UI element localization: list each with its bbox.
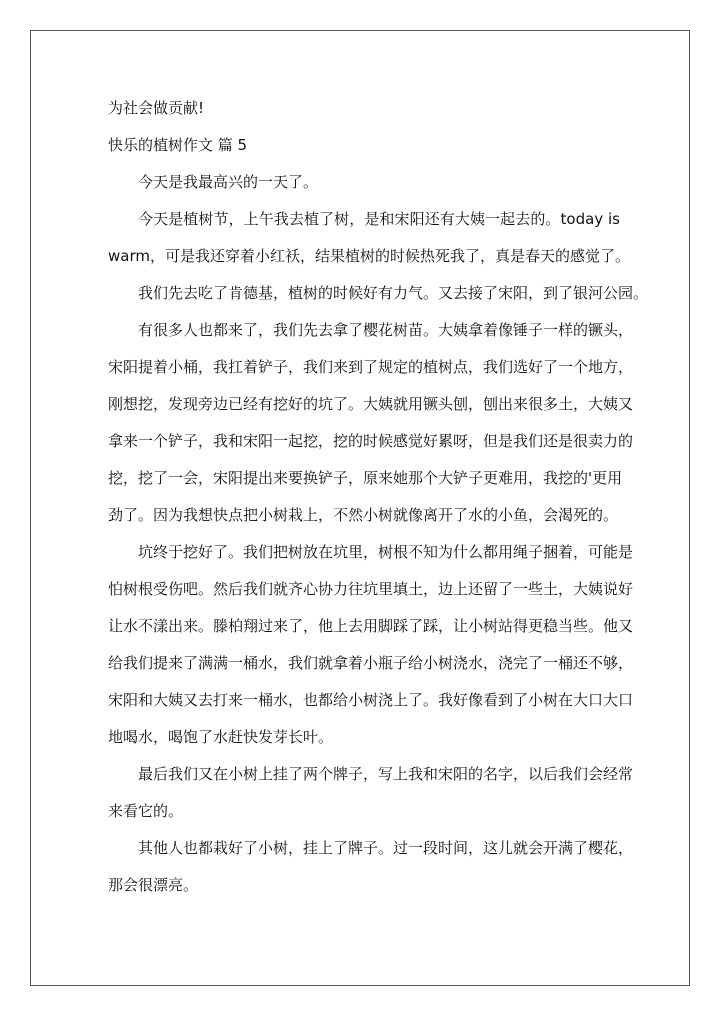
- paragraph-line: 我们先去吃了肯德基，植树的时候好有力气。又去接了宋阳，到了银河公园。: [138, 284, 649, 302]
- paragraph-line: 宋阳和大姨又去打来一桶水，也都给小树浇上了。我好像看到了小树在大口大口: [108, 691, 634, 709]
- paragraph-6: [108, 756, 634, 830]
- paragraph-2: [108, 201, 630, 275]
- paragraph-4: [108, 312, 634, 534]
- paragraph-line: 宋阳提着小桶，我扛着铲子，我们来到了规定的植树点，我们选好了一个地方，: [108, 358, 634, 376]
- paragraph-line: 给我们提来了满满一桶水，我们就拿着小瓶子给小树浇水，浇完了一桶还不够，: [108, 654, 634, 672]
- paragraph-line: 最后我们又在小树上挂了两个牌子，写上我和宋阳的名字，以后我们会经常: [138, 765, 634, 783]
- paragraph-line: 其他人也都栽好了小树，挂上了牌子。过一段时间，这儿就会开满了樱花，: [138, 839, 634, 857]
- paragraph-5: [108, 534, 634, 756]
- paragraph-line: 今天是我最高兴的一天了。: [138, 173, 319, 191]
- paragraph-line: 让水不漾出来。滕柏翔过来了，他上去用脚踩了踩，让小树站得更稳当些。他又: [108, 617, 634, 635]
- paragraph-line: 那会很漂亮。: [108, 876, 199, 894]
- paragraph-line: 刚想挖，发现旁边已经有挖好的坑了。大姨就用镢头刨，刨出来很多土，大姨又: [108, 395, 634, 413]
- paragraph-line: 有很多人也都来了，我们先去拿了樱花树苗。大姨拿着像锤子一样的镢头，: [138, 321, 634, 339]
- intro-tail-text: 为社会做贡献!: [108, 99, 205, 117]
- paragraph-3: [108, 275, 649, 312]
- paragraph-line: 来看它的。: [108, 802, 184, 820]
- paragraph-1: [108, 164, 620, 201]
- paragraph-line: 挖，挖了一会，宋阳提出来要换铲子，原来她那个大铲子更难用，我挖的'更用: [108, 469, 623, 487]
- document-body: [108, 90, 649, 904]
- paragraph-line: 地喝水，喝饱了水赶快发芽长叶。: [108, 728, 334, 746]
- paragraph-line: 劲了。因为我想快点把小树栽上，不然小树就像离开了水的小鱼，会渴死的。: [108, 506, 619, 524]
- paragraph-line: 怕树根受伤吧。然后我们就齐心协力往坑里填土，边上还留了一些土，大姨说好: [108, 580, 634, 598]
- paragraph-line: 拿来一个铲子，我和宋阳一起挖，挖的时候感觉好累呀，但是我们还是很卖力的: [108, 432, 634, 450]
- paragraph-line: warm，可是我还穿着小红袄，结果植树的时候热死我了，真是春天的感觉了。: [108, 247, 630, 265]
- paragraph-line: 今天是植树节，上午我去植了树，是和宋阳还有大姨一起去的。today is: [138, 210, 620, 228]
- essay-heading: 快乐的植树作文 篇 5: [108, 136, 248, 154]
- paragraph-line: 坑终于挖好了。我们把树放在坑里，树根不知为什么都用绳子捆着，可能是: [138, 543, 634, 561]
- paragraph-7: [108, 830, 634, 904]
